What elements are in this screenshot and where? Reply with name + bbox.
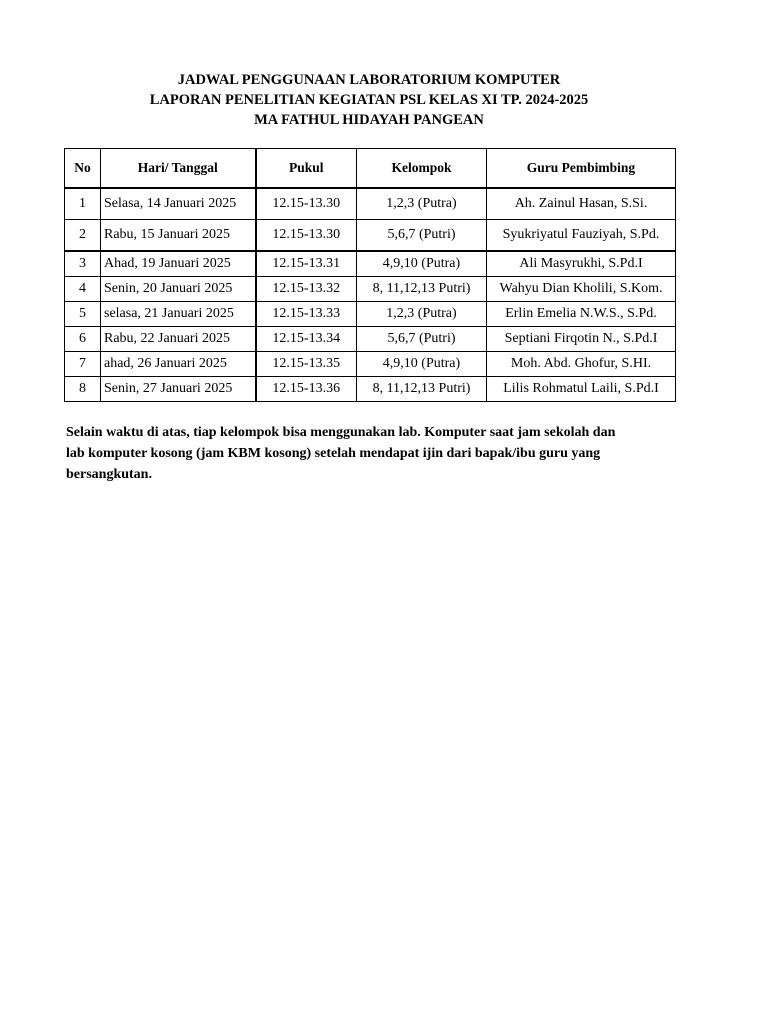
cell-no: 3 — [65, 251, 101, 277]
heading-subtitle: LAPORAN PENELITIAN KEGIATAN PSL KELAS XI TP. 2024-2025 — [149, 92, 589, 108]
cell-date: Ahad, 19 Januari 2025 — [101, 251, 256, 277]
cell-no: 7 — [65, 352, 101, 377]
cell-group: 5,6,7 (Putri) — [357, 220, 487, 252]
cell-time: 12.15-13.30 — [256, 188, 357, 220]
cell-date: Rabu, 22 Januari 2025 — [101, 327, 256, 352]
cell-group: 1,2,3 (Putra) — [357, 302, 487, 327]
document-heading — [0, 70, 738, 130]
cell-teacher: Septiani Firqotin N., S.Pd.I — [487, 327, 676, 352]
cell-no: 4 — [65, 277, 101, 302]
cell-group: 4,9,10 (Putra) — [357, 251, 487, 277]
cell-date: Senin, 20 Januari 2025 — [101, 277, 256, 302]
cell-date: ahad, 26 Januari 2025 — [101, 352, 256, 377]
cell-group: 8, 11,12,13 Putri) — [357, 277, 487, 302]
cell-teacher: Erlin Emelia N.W.S., S.Pd. — [487, 302, 676, 327]
cell-teacher: Lilis Rohmatul Laili, S.Pd.I — [487, 377, 676, 402]
cell-teacher: Ah. Zainul Hasan, S.Si. — [487, 188, 676, 220]
header-group: Kelompok — [357, 149, 487, 189]
cell-no: 5 — [65, 302, 101, 327]
table-row — [65, 352, 676, 377]
table-row — [65, 251, 676, 277]
heading-title: JADWAL PENGGUNAAN LABORATORIUM KOMPUTER — [177, 72, 561, 88]
header-no: No — [65, 149, 101, 189]
cell-time: 12.15-13.30 — [256, 220, 357, 252]
cell-group: 1,2,3 (Putra) — [357, 188, 487, 220]
cell-no: 6 — [65, 327, 101, 352]
cell-time: 12.15-13.36 — [256, 377, 357, 402]
header-date: Hari/ Tanggal — [101, 149, 256, 189]
schedule-table — [64, 148, 676, 402]
table-row — [65, 277, 676, 302]
note-line: bersangkutan. — [66, 467, 152, 482]
cell-teacher: Ali Masyrukhi, S.Pd.I — [487, 251, 676, 277]
cell-time: 12.15-13.31 — [256, 251, 357, 277]
cell-teacher: Wahyu Dian Kholili, S.Kom. — [487, 277, 676, 302]
table-row — [65, 327, 676, 352]
cell-time: 12.15-13.33 — [256, 302, 357, 327]
table-row — [65, 302, 676, 327]
cell-no: 1 — [65, 188, 101, 220]
table-header-row — [65, 149, 676, 189]
cell-date: Rabu, 15 Januari 2025 — [101, 220, 256, 252]
cell-time: 12.15-13.34 — [256, 327, 357, 352]
heading-school: MA FATHUL HIDAYAH PANGEAN — [254, 112, 484, 128]
cell-date: Selasa, 14 Januari 2025 — [101, 188, 256, 220]
note-line: Selain waktu di atas, tiap kelompok bisa menggunakan lab. Komputer saat jam sekolah dan — [66, 425, 616, 440]
cell-date: selasa, 21 Januari 2025 — [101, 302, 256, 327]
cell-date: Senin, 27 Januari 2025 — [101, 377, 256, 402]
cell-teacher: Syukriyatul Fauziyah, S.Pd. — [487, 220, 676, 252]
note-paragraph — [66, 422, 686, 485]
table-row — [65, 220, 676, 252]
table-row — [65, 188, 676, 220]
cell-group: 8, 11,12,13 Putri) — [357, 377, 487, 402]
header-teacher: Guru Pembimbing — [487, 149, 676, 189]
cell-teacher: Moh. Abd. Ghofur, S.HI. — [487, 352, 676, 377]
cell-group: 5,6,7 (Putri) — [357, 327, 487, 352]
table-row — [65, 377, 676, 402]
cell-time: 12.15-13.32 — [256, 277, 357, 302]
cell-no: 2 — [65, 220, 101, 252]
cell-no: 8 — [65, 377, 101, 402]
cell-group: 4,9,10 (Putra) — [357, 352, 487, 377]
note-line: lab komputer kosong (jam KBM kosong) setelah mendapat ijin dari bapak/ibu guru yang — [66, 446, 601, 461]
cell-time: 12.15-13.35 — [256, 352, 357, 377]
header-time: Pukul — [256, 149, 357, 189]
